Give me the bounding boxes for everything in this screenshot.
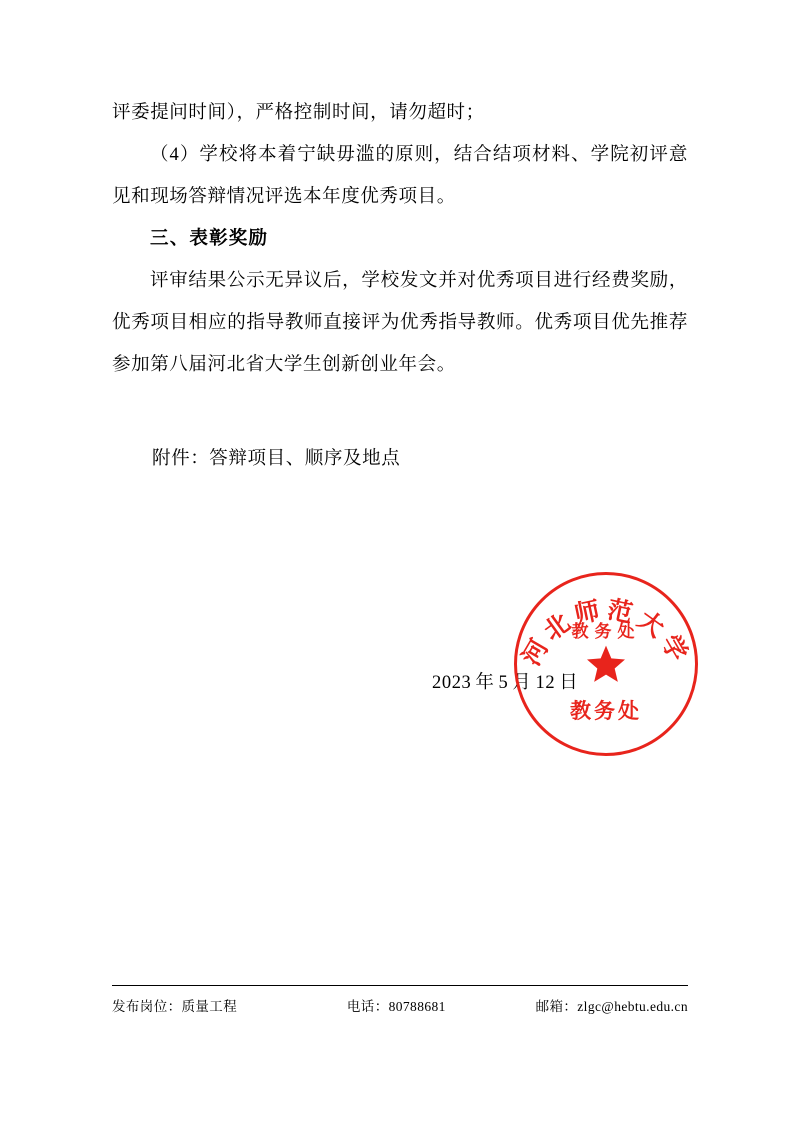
signature-seal-area <box>430 560 694 760</box>
footer-telephone: 电话：80788681 <box>346 999 446 1014</box>
paragraph-item-4: （4）学校将本着宁缺毋滥的原则，结合结项材料、学院初评意见和现场答辩情况评选本年度优秀项目。 <box>112 145 688 207</box>
seal-arc-text <box>517 575 695 753</box>
paragraph-continuation: 评委提问时间），严格控制时间，请勿超时； <box>112 103 485 123</box>
footer-post: 发布岗位：质量工程 <box>112 999 238 1014</box>
footer-email: 邮箱：zlgc@hebtu.edu.cn <box>535 999 688 1014</box>
seal-bottom-label: 教务处 <box>570 699 642 723</box>
seal-middle-label: 教务处 <box>571 622 641 641</box>
paragraph-reward-body: 评审结果公示无异议后，学校发文并对优秀项目进行经费奖励，优秀项目相应的指导教师直接评为优秀指导教师。优秀项目优先推荐参加第八届河北省大学生创新创业年会。 <box>112 271 688 375</box>
date-year: 2023 <box>432 673 472 693</box>
date-day: 12 <box>535 673 556 693</box>
date-month: 5 <box>498 673 509 693</box>
document-body <box>112 92 688 499</box>
section-heading-three: 三、表彰奖励 <box>150 229 269 249</box>
svg-text:河北师范大学 <box>517 595 695 670</box>
issue-date <box>430 668 580 694</box>
footer-row <box>112 986 688 1015</box>
official-seal <box>514 572 698 756</box>
page-footer <box>112 985 688 1015</box>
star-icon <box>586 644 626 684</box>
date-day-label: 日 <box>559 673 579 693</box>
seal-arc-label: 河北师范大学 <box>518 596 694 671</box>
date-year-label: 年 <box>475 673 495 693</box>
attachment-line: 附件：答辩项目、顺序及地点 <box>152 449 401 469</box>
date-month-label: 月 <box>512 673 532 693</box>
